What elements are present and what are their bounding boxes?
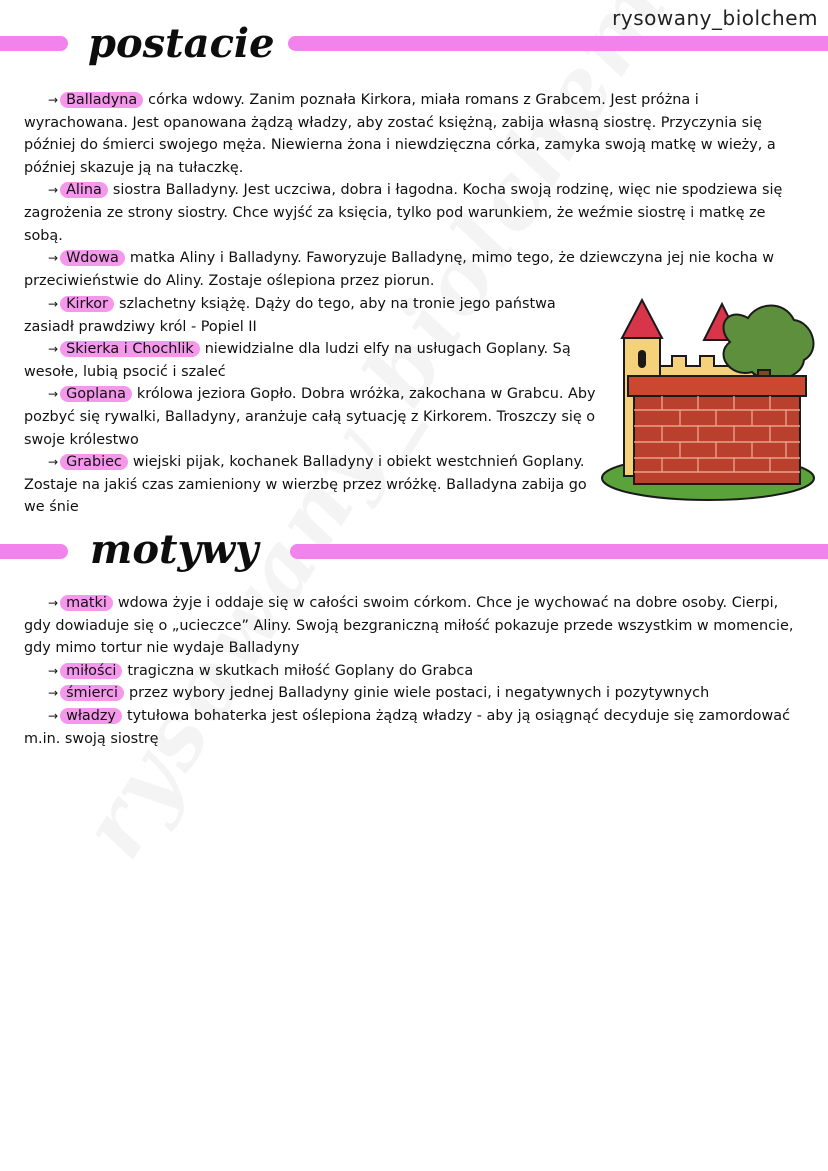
postacie-list-wide <box>24 89 802 292</box>
arrow-right-icon: → <box>48 596 59 610</box>
entry-term: Kirkor <box>60 296 114 312</box>
arrow-right-icon: → <box>48 183 59 198</box>
entry-text: tragiczna w skutkach miłość Goplany do Grabca <box>127 662 474 679</box>
entry-term: Balladyna <box>60 92 143 108</box>
castle-illustration <box>598 298 824 508</box>
arrow-right-icon: → <box>48 686 59 701</box>
divider-band-right <box>290 544 828 559</box>
list-item <box>24 247 802 292</box>
list-item <box>24 338 596 383</box>
entry-term: Grabiec <box>60 454 128 470</box>
entry-term: władzy <box>60 708 122 724</box>
section-title-motywy: motywy <box>90 526 259 573</box>
divider-band-left <box>0 36 68 51</box>
entry-text: szlachetny książę. Dąży do tego, aby na tronie jego państwa zasiadł prawdziwy król - Popiel II <box>24 296 556 335</box>
entry-text: niewidzialne dla ludzi elfy na usługach Goplany. Są wesołe, lubią psocić i szaleć <box>24 341 571 380</box>
arrow-right-icon: → <box>48 708 59 723</box>
arrow-right-icon: → <box>48 387 59 402</box>
list-item <box>24 592 802 660</box>
arrow-right-icon: → <box>48 297 59 311</box>
list-item <box>24 660 802 683</box>
entry-term: Goplana <box>60 386 132 402</box>
entry-text: córka wdowy. Zanim poznała Kirkora, miała romans z Grabcem. Jest próżna i wyrachowana. Jest opanowana żądzą władzy, aby zostać księżną, zabija własną siostrę. Przyczynia się później do śmierci swojego męża. Niewierna żona i niewdzięczna córka, zamyka swoją matkę w wieży, a później skazuje ją na tułaczkę. <box>24 92 776 176</box>
list-item <box>24 682 802 705</box>
arrow-right-icon: → <box>48 251 59 266</box>
list-item <box>24 89 802 179</box>
entry-text: siostra Balladyny. Jest uczciwa, dobra i łagodna. Kocha swoją rodzinę, więc nie spodziewa się zagrożenia ze strony siostry. Chce wyjść za księcia, tylko pod warunkiem, że weźmie siostrę i matkę ze sobą. <box>24 182 783 244</box>
list-item <box>24 705 802 750</box>
entry-text: przez wybory jednej Balladyny ginie wiele postaci, i negatywnych i pozytywnych <box>128 685 710 702</box>
entry-text: tytułowa bohaterka jest oślepiona żądzą władzy - aby ją osiągnąć decyduje się zamordować m.in. swoją siostrę <box>24 707 790 747</box>
entry-text: wiejski pijak, kochanek Balladyny i obiekt westchnień Goplany. Zostaje na jakiś czas zamieniony w wierzbę przez wróżkę. Balladyna zabija go we śnie <box>24 454 587 516</box>
arrow-right-icon: → <box>48 663 59 678</box>
entry-term: Alina <box>60 182 108 198</box>
entry-term: matki <box>60 595 113 611</box>
list-item <box>24 179 802 247</box>
divider-band-left <box>0 544 68 559</box>
arrow-right-icon: → <box>48 93 59 107</box>
arrow-right-icon: → <box>48 342 59 357</box>
arrow-right-icon: → <box>48 455 59 470</box>
entry-term: Skierka i Chochlik <box>60 341 200 357</box>
divider-band-right <box>288 36 828 51</box>
section-title-postacie: postacie <box>88 20 275 67</box>
postacie-list-narrow <box>24 293 596 519</box>
list-item <box>24 451 596 519</box>
entry-term: śmierci <box>60 685 124 701</box>
list-item <box>24 383 596 451</box>
author-credit: rysowany_biolchem <box>612 6 818 30</box>
entry-text: królowa jeziora Gopło. Dobra wróżka, zakochana w Grabcu. Aby pozbyć się rywalki, Balladyny, aranżuje całą sytuację z Kirkorem. Troszczy się o swoje królestwo <box>24 386 596 448</box>
entry-text: matka Aliny i Balladyny. Faworyzuje Balladynę, mimo tego, że dziewczyna jej nie kocha w przeciwieństwie do Aliny. Zostaje oślepiona przez piorun. <box>24 250 775 289</box>
entry-term: miłości <box>60 663 122 679</box>
entry-term: Wdowa <box>60 250 125 266</box>
entry-text: wdowa żyje i oddaje się w całości swoim córkom. Chce je wychować na dobre osoby. Cierpi, gdy dowiaduje się o „ucieczce” Aliny. Swoją bezgraniczną miłość pokazuje przede wszystkim w momencie, gdy mimo tortur nie wydaje Balladyny <box>24 595 794 657</box>
list-item <box>24 293 596 338</box>
motywy-list <box>24 592 802 750</box>
